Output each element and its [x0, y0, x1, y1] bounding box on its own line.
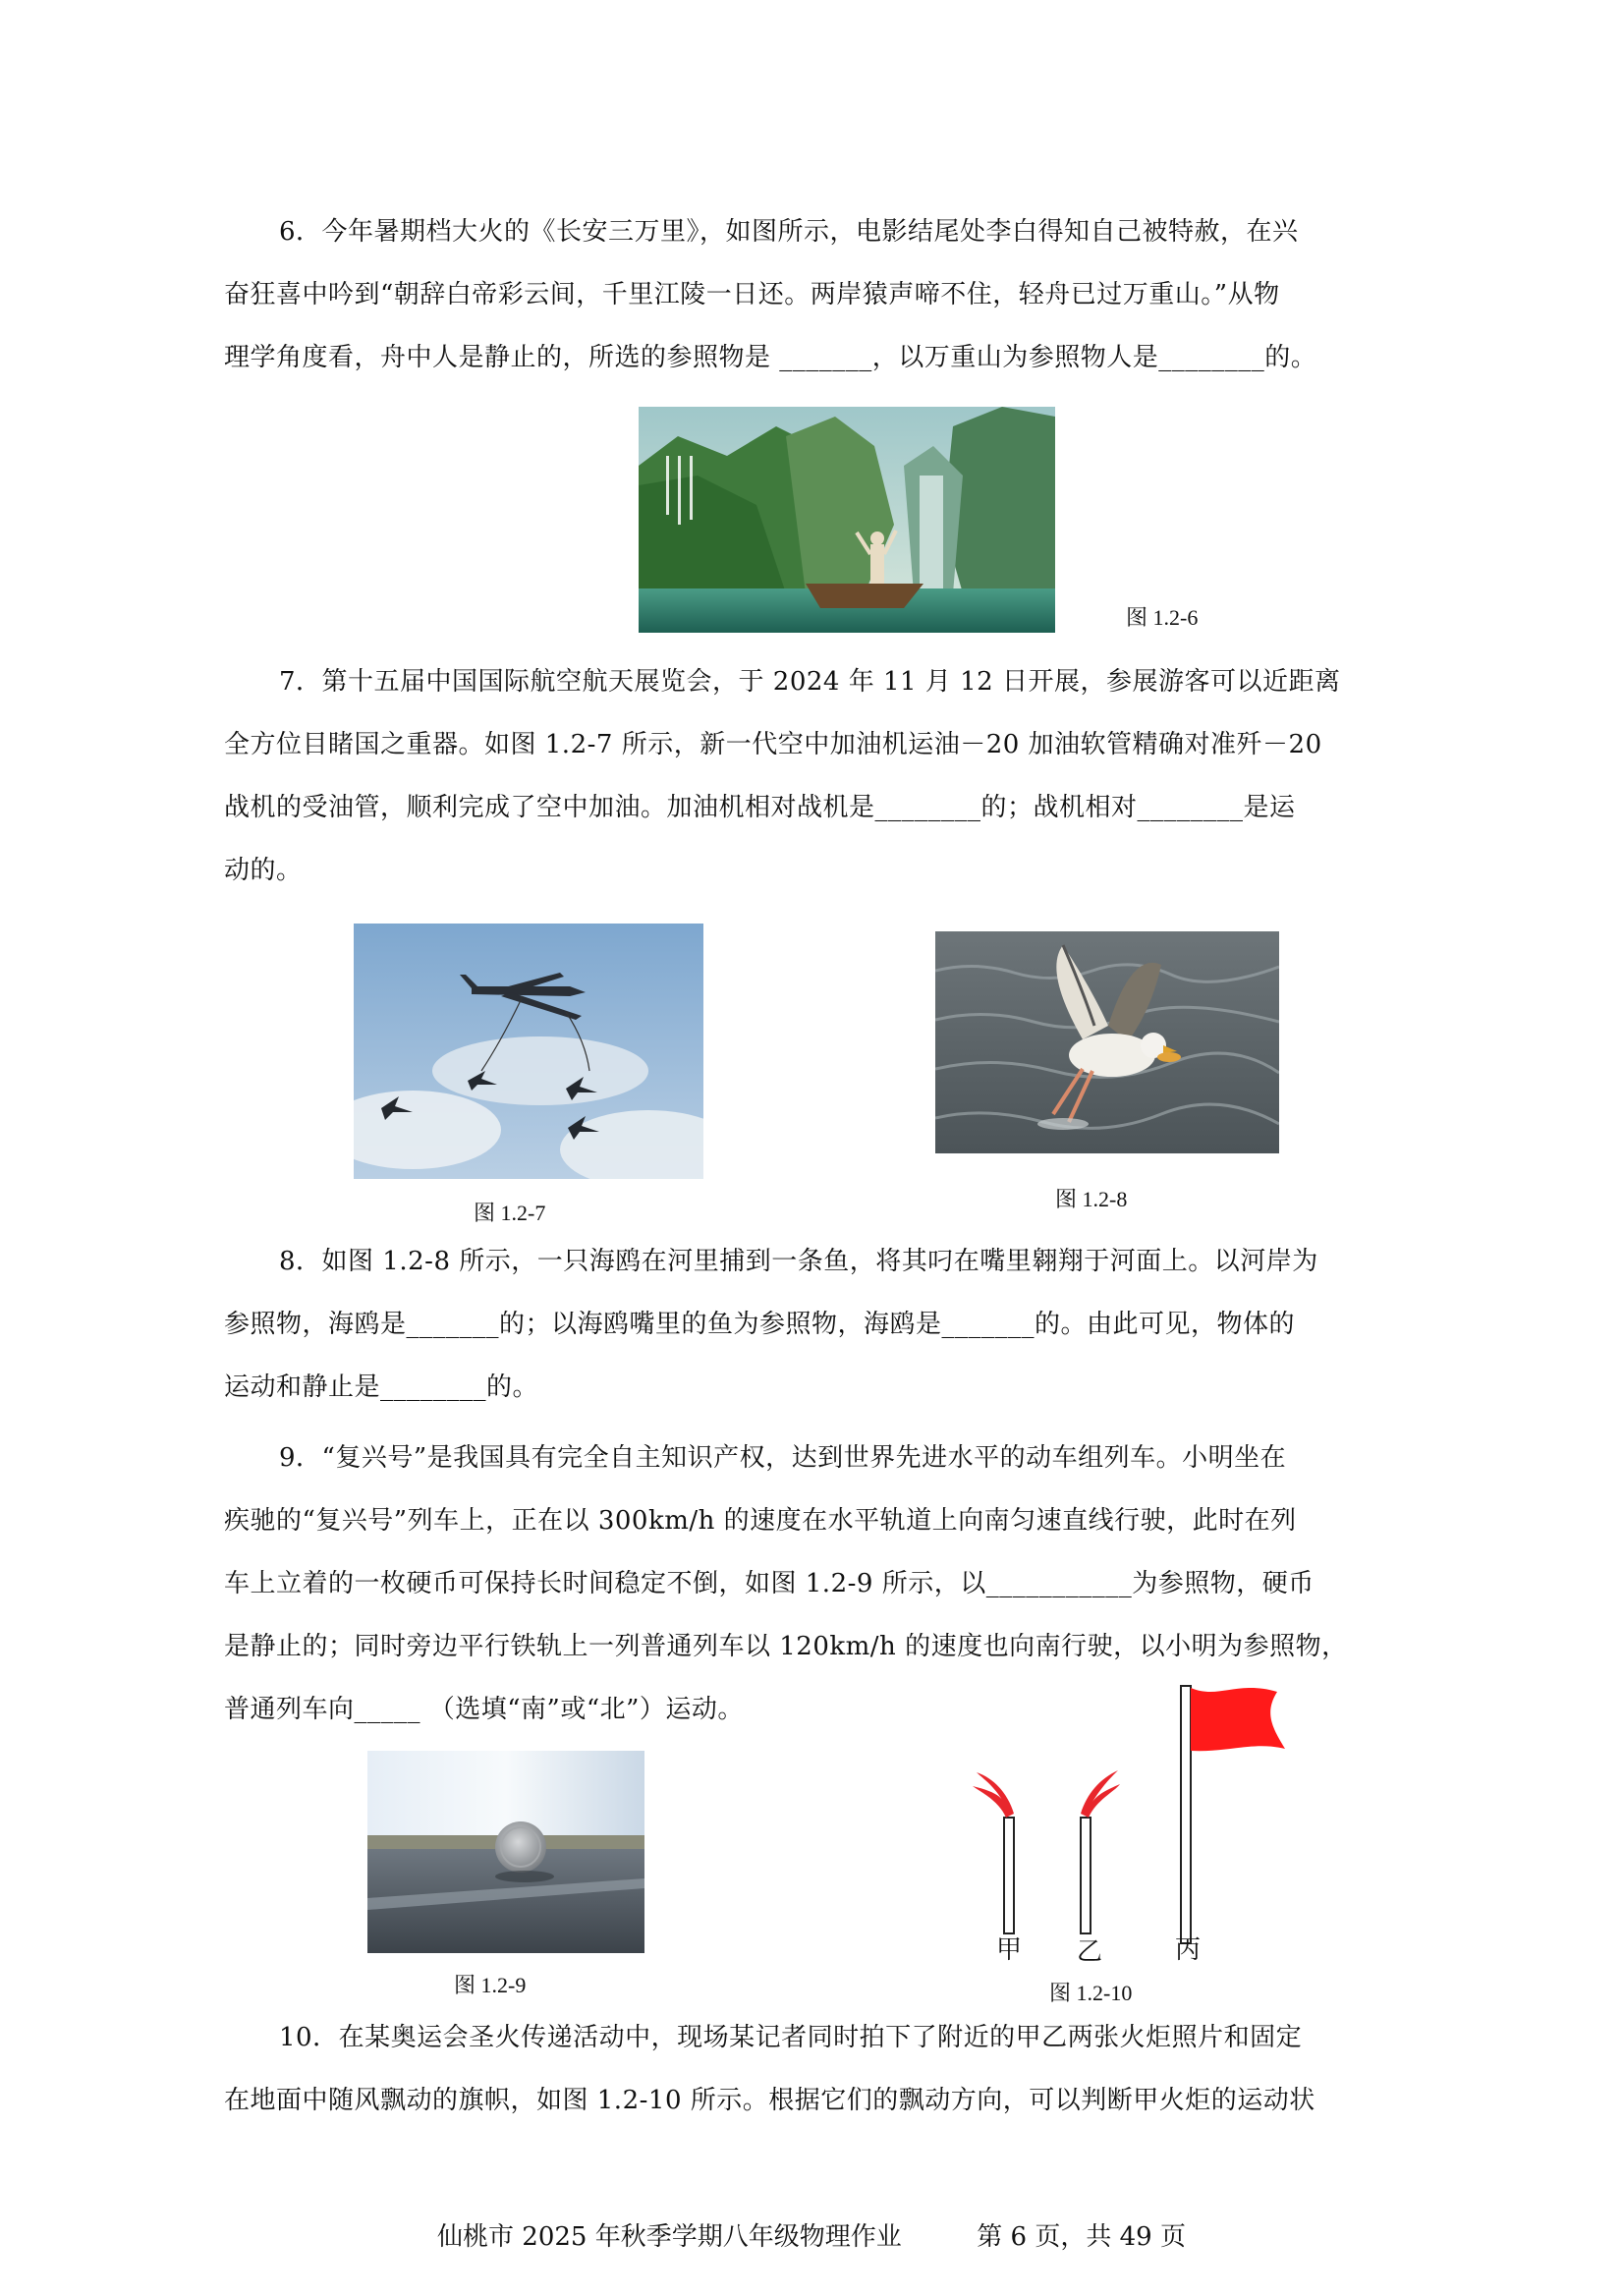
q7-line-4: 动的。 — [224, 856, 303, 885]
figure-1-2-7-aerial-refueling — [354, 924, 703, 1179]
q9-line-1: 9．“复兴号”是我国具有完全自主知识产权，达到世界先进水平的动车组列车。小明坐在 — [279, 1443, 1287, 1473]
q9-line-2: 疾驰的“复兴号”列车上，正在以 300km/h 的速度在水平轨道上向南匀速直线行驶，此时在列 — [224, 1506, 1297, 1536]
flag-bing — [1191, 1688, 1285, 1751]
flame-yi — [1081, 1770, 1120, 1818]
q7-line-1: 7．第十五届中国国际航空航天展览会，于 2024 年 11 月 12 日开展，参展游客可以近距离 — [279, 667, 1341, 697]
torch-label-jia: 甲 — [996, 1935, 1023, 1964]
footer-page-number: 第 6 页，共 49 页 — [977, 2222, 1186, 2252]
question-6 — [224, 200, 1413, 389]
torch-label-yi: 乙 — [1077, 1937, 1103, 1966]
q7-line-3: 战机的受油管，顺利完成了空中加油。加油机相对战机是________的；战机相对________是运 — [224, 793, 1296, 822]
figure-1-2-8-caption: 图 1.2-8 — [1055, 1187, 1128, 1211]
q8-line-1: 8．如图 1.2-8 所示，一只海鸥在河里捕到一条鱼，将其叼在嘴里翱翔于河面上。以河岸为 — [279, 1247, 1318, 1276]
flag-label-bing: 丙 — [1175, 1935, 1202, 1964]
figure-1-2-6-caption: 图 1.2-6 — [1126, 605, 1199, 630]
flame-jia — [973, 1772, 1014, 1818]
q7-line-2: 全方位目睹国之重器。如图 1.2-7 所示，新一代空中加油机运油－20 加油软管精确对准歼－20 — [224, 730, 1322, 759]
q9-line-4: 是静止的；同时旁边平行铁轨上一列普通列车以 120km/h 的速度也向南行驶，以小明为参照物， — [224, 1632, 1348, 1661]
q9-line-3: 车上立着的一枚硬币可保持长时间稳定不倒，如图 1.2-9 所示，以___________为参照物，硬币 — [224, 1569, 1315, 1598]
q6-line-2: 奋狂喜中吟到“朝辞白帝彩云间，千里江陵一日还。两岸猿声啼不住，轻舟已过万重山。”从物 — [224, 280, 1280, 309]
page-footer — [0, 2216, 1623, 2253]
figure-1-2-9-coin-on-train — [367, 1751, 644, 1953]
q6-line-3: 理学角度看，舟中人是静止的，所选的参照物是 _______，以万重山为参照物人是________的。 — [224, 343, 1317, 372]
figure-1-2-9-caption: 图 1.2-9 — [454, 1973, 527, 1997]
q6-line-1: 6．今年暑期档大火的《长安三万里》，如图所示，电影结尾处李白得知自己被特赦，在兴 — [279, 217, 1299, 247]
q10-line-2: 在地面中随风飘动的旗帜，如图 1.2-10 所示。根据它们的飘动方向，可以判断甲火炬的运动状 — [224, 2086, 1315, 2115]
figure-1-2-7-caption: 图 1.2-7 — [474, 1201, 546, 1225]
figure-1-2-10-caption: 图 1.2-10 — [1049, 1981, 1133, 2005]
q8-line-2: 参照物，海鸥是_______的；以海鸥嘴里的鱼为参照物，海鸥是_______的。由此可见，物体的 — [224, 1310, 1296, 1339]
footer-course-title: 仙桃市 2025 年秋季学期八年级物理作业 — [437, 2222, 902, 2252]
q8-line-3: 运动和静止是________的。 — [224, 1372, 539, 1402]
q9-line-5: 普通列车向_____ （选填“南”或“北”）运动。 — [224, 1695, 744, 1724]
question-7 — [224, 650, 1413, 902]
question-10 — [224, 2006, 1413, 2132]
figure-1-2-6-film-still — [639, 407, 1055, 633]
q10-line-1: 10．在某奥运会圣火传递活动中，现场某记者同时拍下了附近的甲乙两张火炬照片和固定 — [279, 2023, 1303, 2052]
figure-1-2-8-seagull — [935, 931, 1279, 1153]
question-8 — [224, 1230, 1413, 1419]
